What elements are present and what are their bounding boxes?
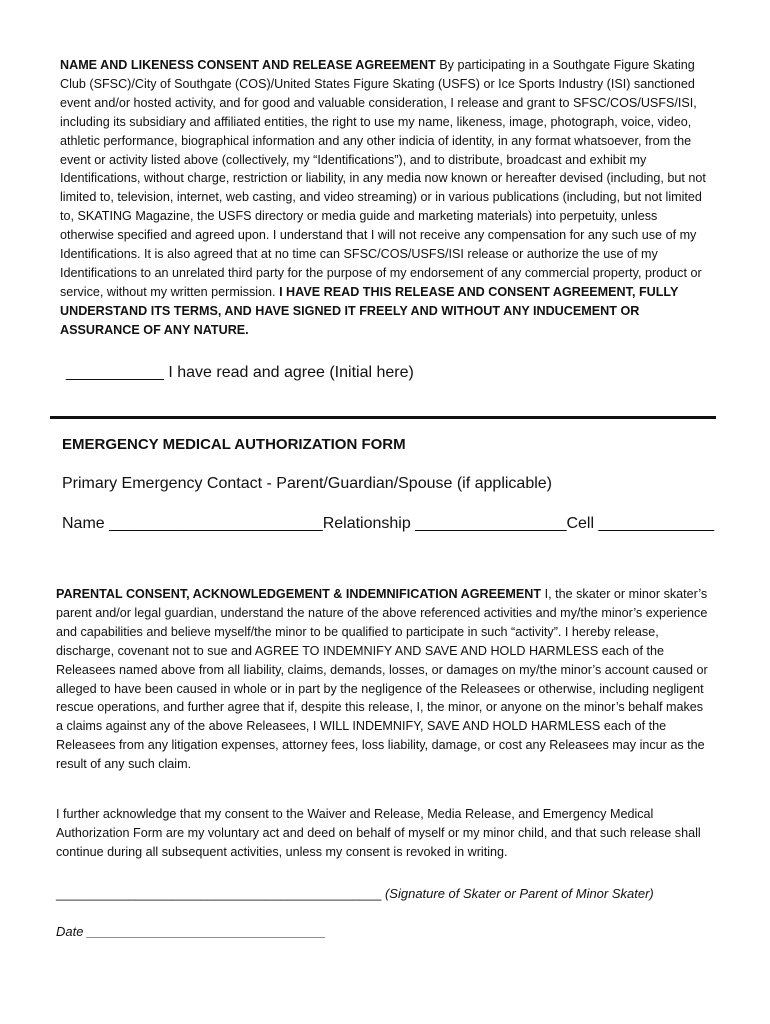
section-divider bbox=[50, 416, 716, 419]
emergency-contact-label: Primary Emergency Contact - Parent/Guardian/Spouse (if applicable) bbox=[62, 475, 552, 492]
media-release-paragraph bbox=[60, 56, 710, 340]
signature-row bbox=[56, 886, 654, 901]
date-row bbox=[56, 924, 326, 939]
media-release-heading: NAME AND LIKENESS CONSENT AND RELEASE AGREEMENT bbox=[60, 58, 436, 72]
parental-consent-paragraph bbox=[56, 585, 712, 774]
emergency-form-title: EMERGENCY MEDICAL AUTHORIZATION FORM bbox=[62, 436, 406, 453]
signature-field[interactable]: _____________________________________________ bbox=[56, 886, 382, 901]
parental-consent-heading: PARENTAL CONSENT, ACKNOWLEDGEMENT & INDEMNIFICATION AGREEMENT bbox=[56, 587, 542, 601]
media-release-closing: I HAVE READ THIS RELEASE AND CONSENT AGREEMENT, FULLY UNDERSTAND ITS TERMS, AND HAVE SIGNED IT FREELY AND WITHOUT ANY INDUCEMENT OR ASSURANCE OF ANY NATURE. bbox=[60, 284, 679, 337]
emergency-contact-fields[interactable]: Name ________________________Relationship _________________Cell _____________ bbox=[62, 515, 715, 532]
parental-consent-body: I, the skater or minor skater’s parent and/or legal guardian, understand the nature of the above referenced activities and my/the minor’s experience and capabilities and believe myself/the minor to be qualified to participate in such “activity”. I hereby release, discharge, covenant not to sue and AGREE TO INDEMNIFY AND SAVE AND HOLD HARMLESS each of the Releasees named above from all liability, claims, demands, losses, or damages on my/the minor’s account caused or alleged to have been caused in whole or in part by the negligence of the Releasees or otherwise, including negligent rescue operations, and further agree that if, despite this release, I, the minor, or anyone on the minor’s behalf makes a claims against any of the above Releasees, I WILL INDEMNIFY, SAVE AND HOLD HARMLESS each of the Releasees from any litigation expenses, attorney fees, loss liability, damage, or cost any Releasees may incur as the result of any such claim. bbox=[56, 587, 708, 772]
acknowledgement-paragraph: I further acknowledge that my consent to the Waiver and Release, Media Release, and Emergency Medical Authorization Form are my voluntary act and deed on behalf of myself or my minor child, and that such release shall continue during all subsequent activities, unless my consent is revoked in writing. bbox=[56, 807, 701, 859]
initial-here-field[interactable]: ___________ I have read and agree (Initial here) bbox=[66, 364, 414, 381]
signature-label: (Signature of Skater or Parent of Minor Skater) bbox=[381, 886, 654, 901]
date-field[interactable]: _________________________________ bbox=[83, 924, 326, 939]
media-release-body: By participating in a Southgate Figure Skating Club (SFSC)/City of Southgate (COS)/United States Figure Skating (USFS) or Ice Sports Industry (ISI) sanctioned event and/or hosted activity, and for good and valuable consideration, I release and grant to SFSC/COS/USFS/ISI, including its subsidiary and affiliated entities, the right to use my name, likeness, image, photograph, voice, video, athletic performance, biographical information and any other indicia of identity, in any format whatsoever, from the event or activity listed above (collectively, my “Identifications”), and to distribute, broadcast and exhibit my Identifications, without charge, restriction or liability, in any media now known or hereafter devised (including, but not limited to, television, internet, web casting, and video streaming) or in various publications (including, but not limited to, SKATING Magazine, the USFS directory or media guide and marketing materials) into perpetuity, unless otherwise specified and agreed upon. I understand that I will not receive any compensation for any such use of my Identifications. It is also agreed that at no time can SFSC/COS/USFS/ISI release or authorize the use of my Identifications to an unrelated third party for the purpose of my endorsement of any commercial property, product or service, without my written permission. bbox=[60, 58, 706, 299]
date-label: Date bbox=[56, 924, 84, 939]
